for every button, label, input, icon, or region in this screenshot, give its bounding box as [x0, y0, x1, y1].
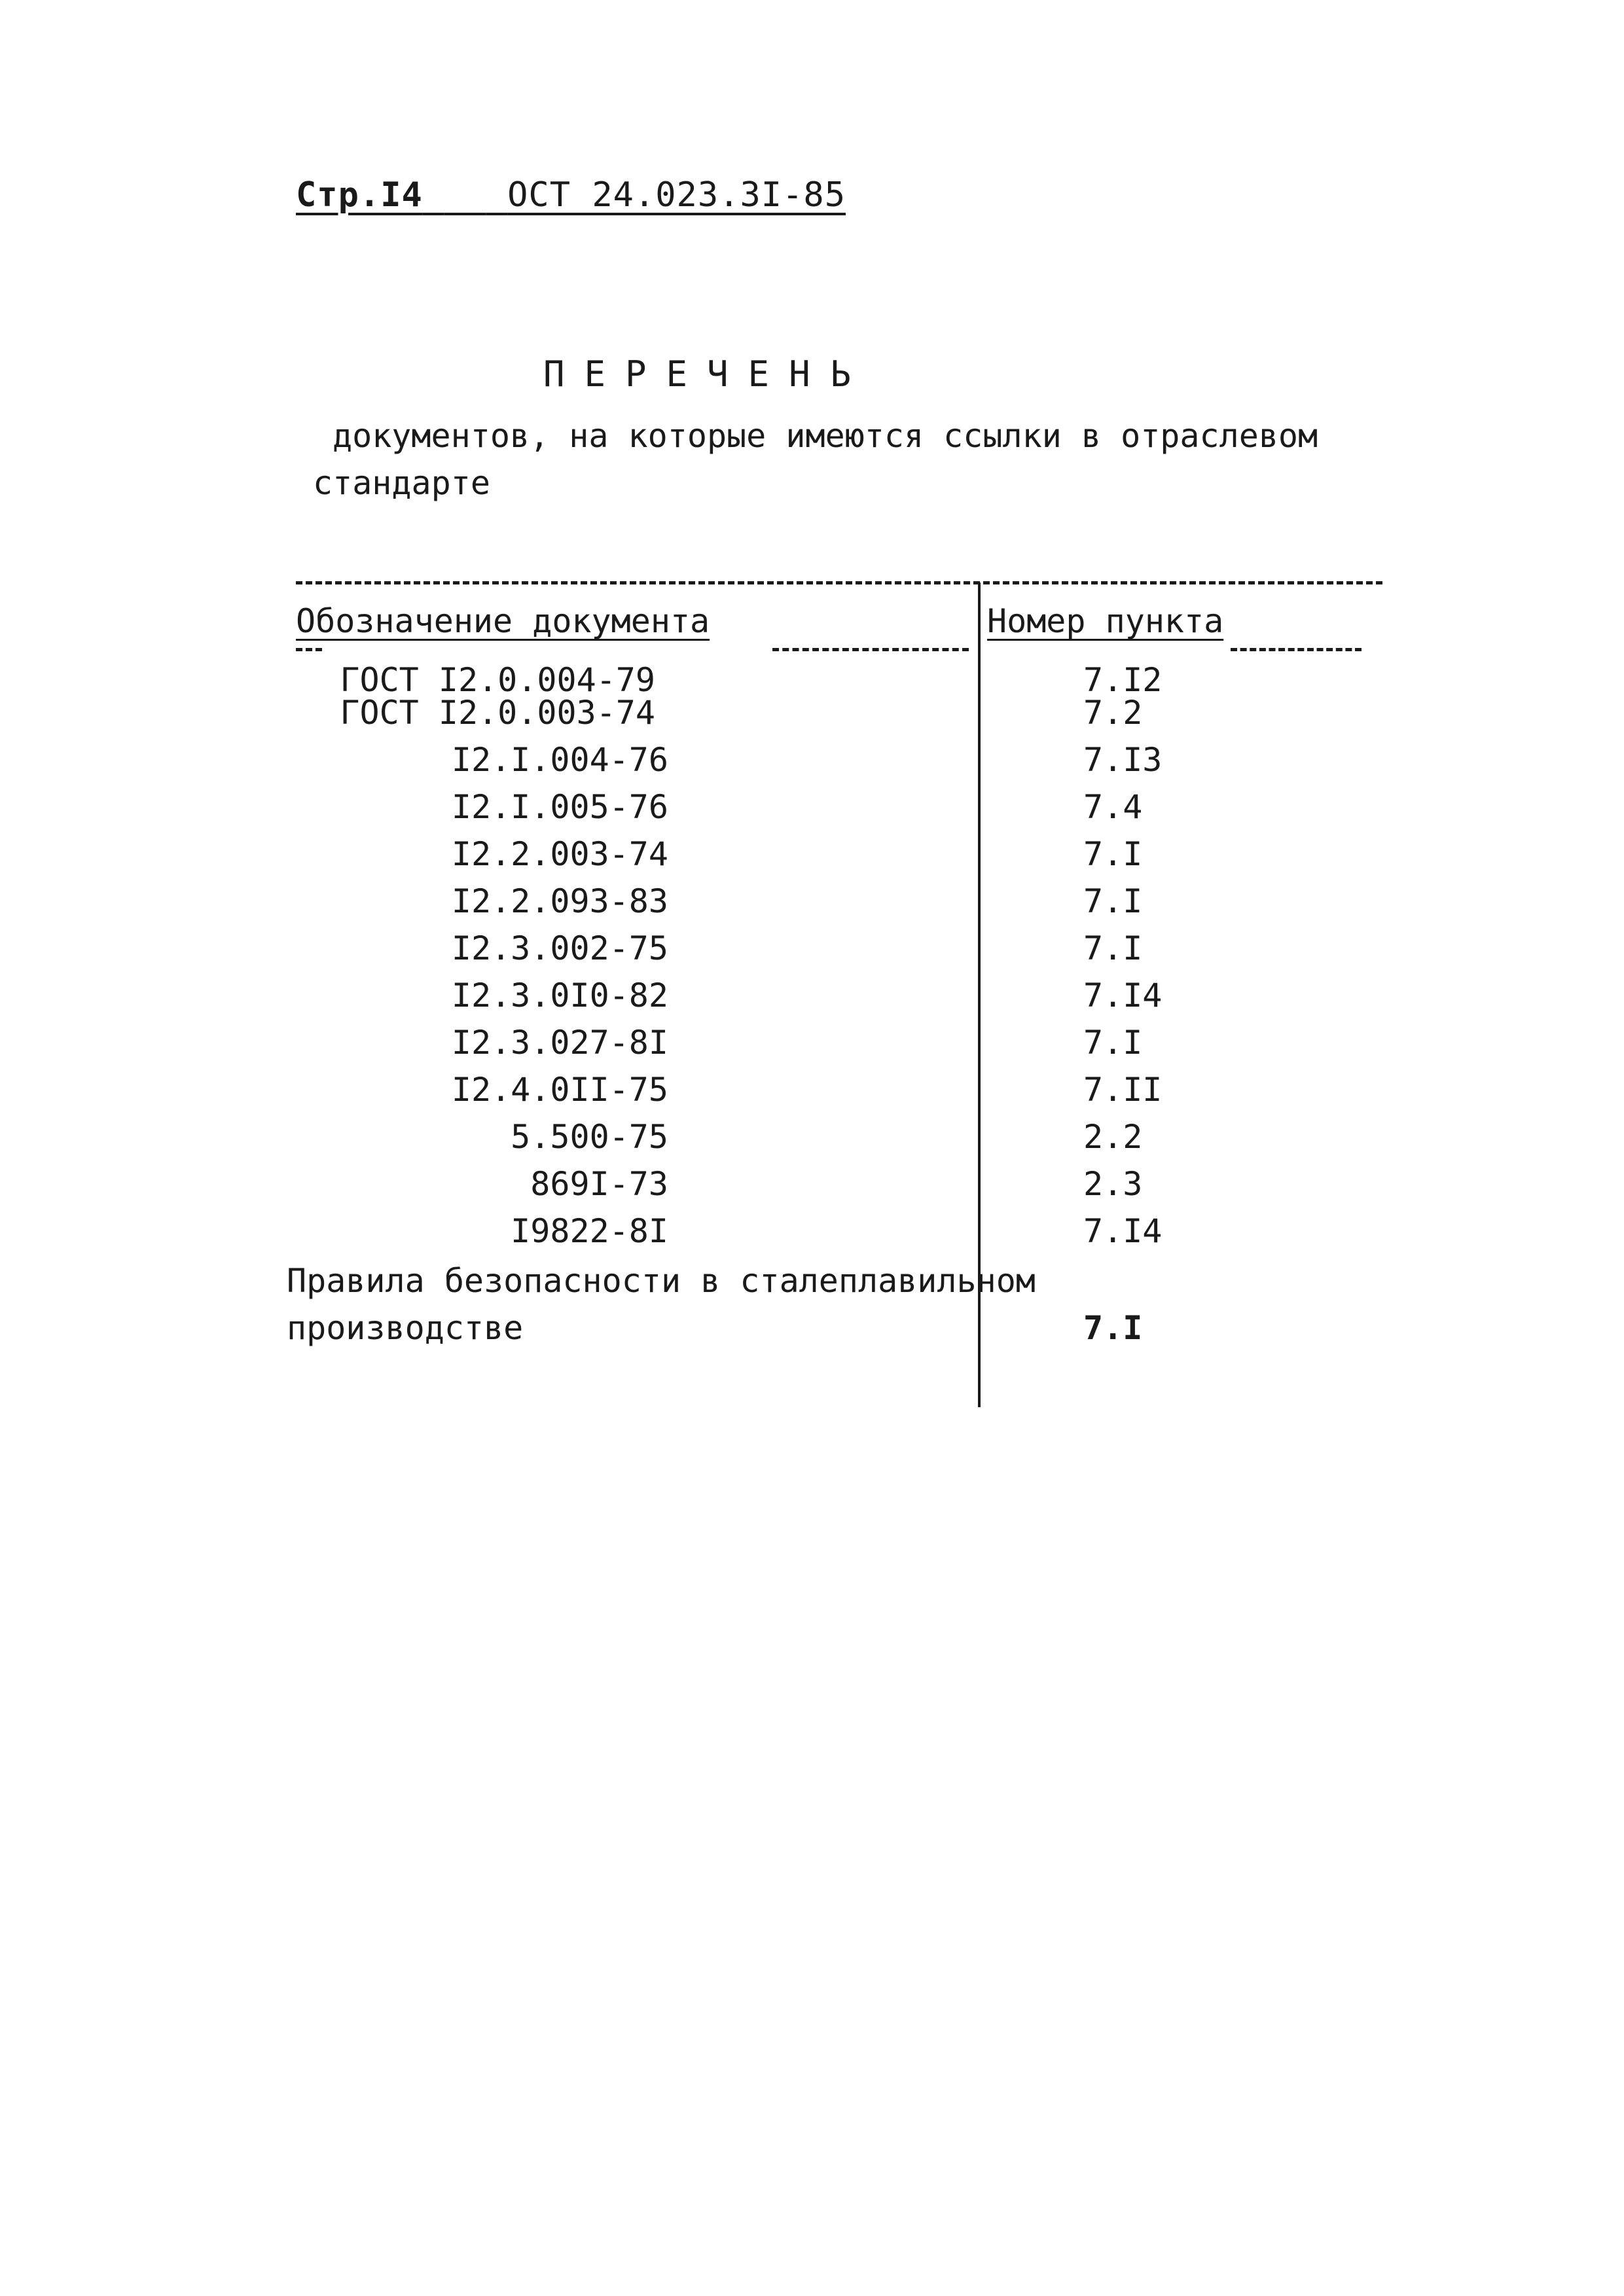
standard-designation: ОСТ 24.023.3I-85 — [507, 175, 846, 215]
table-row — [0, 882, 1624, 929]
column-header-item-number — [987, 602, 1223, 640]
item-number: 2.2 — [1083, 1118, 1143, 1156]
table-row — [0, 694, 1624, 741]
doc-designation: I2.3.0I0-82 — [451, 977, 668, 1014]
item-number: 7.I2 — [1083, 661, 1163, 699]
item-number: 7.I — [1083, 1024, 1143, 1062]
table-row — [0, 1024, 1624, 1071]
table-row — [0, 741, 1624, 788]
rule-item-number: 7.I — [1083, 1309, 1143, 1347]
doc-designation: I2.4.0II-75 — [451, 1071, 668, 1109]
document-title: ПЕРЕЧЕНЬ — [543, 353, 871, 395]
header-dash-middle — [772, 648, 969, 651]
doc-designation: ГОСТ I2.0.003-74 — [340, 694, 655, 732]
doc-designation: I2.2.093-83 — [451, 882, 668, 920]
item-number: 7.I4 — [1083, 1212, 1163, 1250]
item-number: 7.II — [1083, 1071, 1163, 1109]
item-number: 7.I4 — [1083, 977, 1163, 1014]
item-number: 7.I — [1083, 835, 1143, 873]
doc-designation: ГОСТ I2.0.004-79 — [340, 661, 655, 699]
table-row — [0, 1165, 1624, 1212]
item-number: 7.I3 — [1083, 741, 1163, 779]
table-row — [0, 1212, 1624, 1259]
page-header — [296, 175, 846, 215]
item-number: 7.I — [1083, 882, 1143, 920]
column-header-designation — [296, 602, 710, 640]
item-number: 7.2 — [1083, 694, 1143, 732]
doc-designation: I2.2.003-74 — [451, 835, 668, 873]
page-number: Стр.I4 — [296, 175, 423, 215]
header-spacer — [444, 175, 486, 215]
doc-designation: 869I-73 — [530, 1165, 668, 1203]
doc-designation: 5.500-75 — [511, 1118, 668, 1156]
table-row — [0, 788, 1624, 835]
table-row — [0, 835, 1624, 882]
doc-designation: I9822-8I — [511, 1212, 668, 1250]
header-dash-left — [296, 648, 322, 651]
rule-doc-line1: Правила безопасности в сталеплавильном — [287, 1262, 1036, 1300]
doc-designation: I2.3.027-8I — [451, 1024, 668, 1062]
item-number: 2.3 — [1083, 1165, 1143, 1203]
doc-designation: I2.I.004-76 — [451, 741, 668, 779]
column-header-item-number-text: Номер пункта — [987, 602, 1224, 640]
header-dash-right — [1231, 648, 1362, 651]
table-row — [0, 1118, 1624, 1165]
rule-doc-line2: производстве — [287, 1309, 524, 1347]
table-top-dashed-rule — [296, 581, 1382, 584]
document-subtitle: документов, на которые имеются ссылки в отраслевом стандарте — [313, 417, 1318, 502]
column-header-designation-text: Обозначение документа — [296, 602, 710, 640]
table-row — [0, 929, 1624, 977]
item-number: 7.4 — [1083, 788, 1143, 826]
doc-designation: I2.I.005-76 — [451, 788, 668, 826]
reference-table — [0, 661, 1624, 1259]
item-number: 7.I — [1083, 929, 1143, 967]
doc-designation: I2.3.002-75 — [451, 929, 668, 967]
table-row — [0, 1071, 1624, 1118]
table-row — [0, 977, 1624, 1024]
table-row — [0, 661, 1624, 699]
